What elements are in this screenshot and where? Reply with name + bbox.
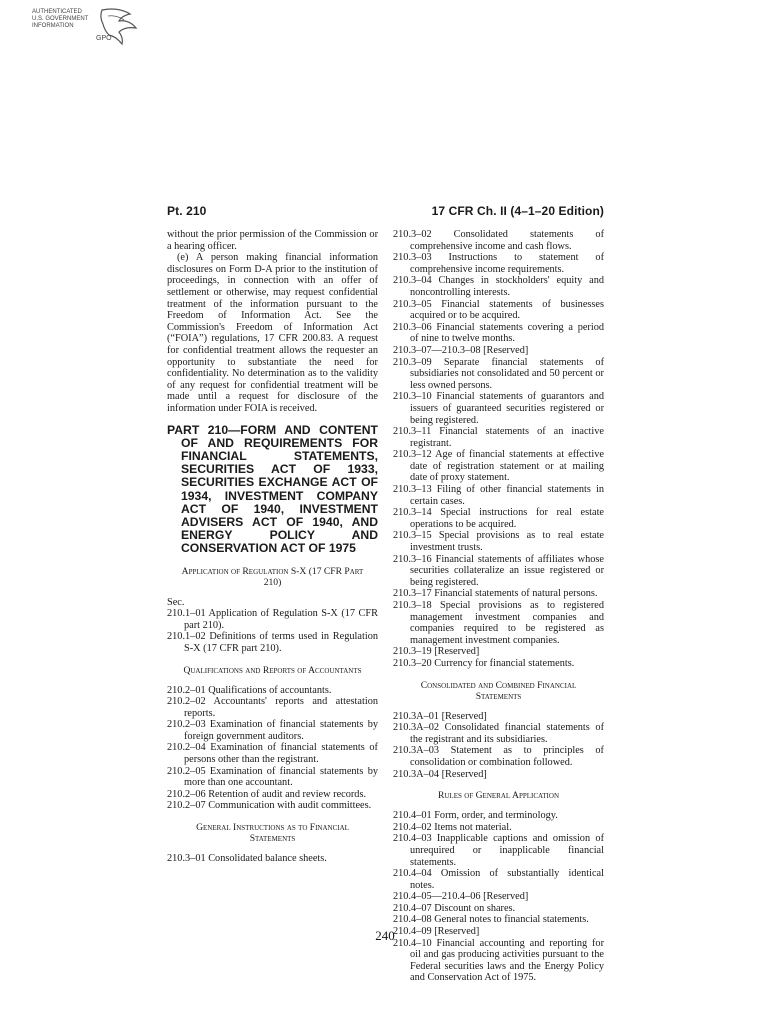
toc-item: 210.2–02 Accountants' reports and attestation reports. xyxy=(167,696,378,719)
toc-item: 210.3–07—210.3–08 [Reserved] xyxy=(393,344,529,356)
toc-group-3 xyxy=(167,853,378,865)
section-heading-qualifications: Qualifications and Reports of Accountants xyxy=(183,664,362,676)
toc-item: 210.3A–01 [Reserved] xyxy=(393,710,487,722)
toc-item: 210.3–09 Separate financial statements of subsidiaries not consolidated and 50 percent or less owned persons. xyxy=(393,356,604,391)
toc-group-6 xyxy=(393,810,604,984)
logo-line-1: AUTHENTICATED xyxy=(32,9,82,15)
toc-item: 210.1–01 Application of Regulation S-X (17 CFR part 210). xyxy=(167,608,378,631)
toc-group-2 xyxy=(167,685,378,813)
toc-group-1 xyxy=(167,608,378,654)
toc-item: 210.3–06 Financial statements covering a period of nine to twelve months. xyxy=(393,321,604,345)
toc-item: 210.2–01 Qualifications of accountants. xyxy=(167,684,332,696)
toc-item: 210.3–13 Filing of other financial statements in certain cases. xyxy=(393,484,604,507)
toc-item: 210.4–10 Financial accounting and reporting for oil and gas producing activities pursuant to the Federal securities laws and the Energy Policy and Conservation Act of 1975. xyxy=(393,937,604,984)
toc-item: 210.2–07 Communication with audit committees. xyxy=(167,800,372,812)
gpo-authentication-logo xyxy=(30,6,145,46)
paragraph-2: (e) A person making financial information disclosures on Form D-A prior to the institution of proceedings, in connection with an offer of settlement or otherwise, may request confidential treatment of the information pursuant to the Freedom of Information Act. See the Commission's Freedom of Information Act (“FOIA”) regulations, 17 CFR 200.83. A request for confidential treatment allows the requester an opportunity to substantiate the need for confidentiality. No determination as to the validity of any request for confidential treatment will be made until a request for disclosure of the information under FOIA is received. xyxy=(167,252,378,414)
left-column xyxy=(167,229,378,865)
section-heading-application: Application of Regulation S-X (17 CFR Part 210) xyxy=(181,565,364,588)
toc-item: 210.4–03 Inapplicable captions and omission of unrequired or inapplicable financial statements. xyxy=(393,833,604,868)
running-header-right: 17 CFR Ch. II (4–1–20 Edition) xyxy=(431,204,604,218)
logo-mark: GPO xyxy=(96,35,112,42)
eagle-logo-icon xyxy=(30,6,145,46)
toc-item: 210.3–17 Financial statements of natural persons. xyxy=(393,588,598,600)
toc-item: 210.3–15 Special provisions as to real estate investment trusts. xyxy=(393,530,604,554)
part-title: PART 210—FORM AND CONTENT OF AND REQUIREMENTS FOR FINANCIAL STATEMENTS, SECURITIES ACT OF 1933, SECURITIES EXCHANGE ACT OF 1934, INVESTMENT COMPANY ACT OF 1940, INVESTMENT ADVISERS ACT OF 1940, AND ENERGY POLICY AND CONSERVATION ACT OF 1975 xyxy=(167,422,378,556)
section-heading-consolidated: Consolidated and Combined Financial Statements xyxy=(420,679,577,702)
toc-item: 210.3–04 Changes in stockholders' equity and noncontrolling interests. xyxy=(393,275,604,298)
toc-item: 210.3A–04 [Reserved] xyxy=(393,768,487,780)
running-header-left: Pt. 210 xyxy=(167,204,207,218)
toc-item: 210.3A–02 Consolidated financial statements of the registrant and its subsidiaries. xyxy=(393,722,604,745)
toc-item: 210.2–05 Examination of financial statements by more than one accountant. xyxy=(167,765,378,789)
toc-item: 210.3–16 Financial statements of affiliates whose securities collateralize an issue registered or being registered. xyxy=(393,553,604,588)
toc-item: 210.4–08 General notes to financial statements. xyxy=(393,914,589,926)
section-heading-general-application: Rules of General Application xyxy=(437,790,560,802)
toc-group-4 xyxy=(393,229,604,670)
page-number: 240 xyxy=(375,928,395,943)
logo-line-2: U.S. GOVERNMENT xyxy=(32,16,89,22)
toc-item: 210.3–20 Currency for financial statements. xyxy=(393,657,575,669)
toc-item: 210.2–04 Examination of financial statements of persons other than the registrant. xyxy=(167,742,378,766)
toc-item: 210.4–04 Omission of substantially identical notes. xyxy=(393,868,604,891)
toc-item: 210.4–02 Items not material. xyxy=(393,821,512,833)
toc-item: 210.4–01 Form, order, and terminology. xyxy=(393,810,558,822)
right-column xyxy=(393,229,604,984)
toc-item: 210.3–05 Financial statements of businesses acquired or to be acquired. xyxy=(393,298,604,322)
toc-item: 210.3–01 Consolidated balance sheets. xyxy=(167,853,327,865)
toc-item: 210.1–02 Definitions of terms used in Regulation S-X (17 CFR part 210). xyxy=(167,631,378,654)
toc-item: 210.4–05—210.4–06 [Reserved] xyxy=(393,891,529,903)
toc-item: 210.2–06 Retention of audit and review records. xyxy=(167,788,367,800)
toc-item: 210.3–02 Consolidated statements of comprehensive income and cash flows. xyxy=(393,229,604,252)
paragraph-1: without the prior permission of the Commission or a hearing officer. xyxy=(167,229,378,252)
section-heading-general-instructions: General Instructions as to Financial Statements xyxy=(196,822,349,845)
toc-item: 210.3A–03 Statement as to principles of consolidation or combination followed. xyxy=(393,745,604,768)
sec-label: Sec. xyxy=(167,596,185,608)
toc-item: 210.2–03 Examination of financial statements by foreign government auditors. xyxy=(167,719,378,742)
toc-item: 210.3–12 Age of financial statements at effective date of registration statement or at mailing date of proxy statement. xyxy=(393,449,604,484)
toc-item: 210.3–11 Financial statements of an inactive registrant. xyxy=(393,426,604,449)
toc-item: 210.4–07 Discount on shares. xyxy=(393,902,516,914)
logo-line-3: INFORMATION xyxy=(32,23,74,29)
toc-item: 210.3–19 [Reserved] xyxy=(393,646,480,658)
toc-item: 210.3–10 Financial statements of guarantors and issuers of guaranteed securities registered or being registered. xyxy=(393,391,604,426)
toc-item: 210.3–14 Special instructions for real estate operations to be acquired. xyxy=(393,507,604,530)
toc-item: 210.3–18 Special provisions as to registered management investment companies and companies required to be registered as management investment companies. xyxy=(393,600,604,646)
toc-group-5 xyxy=(393,711,604,781)
toc-item: 210.4–09 [Reserved] xyxy=(393,926,480,938)
toc-item: 210.3–03 Instructions to statement of comprehensive income requirements. xyxy=(393,252,604,275)
